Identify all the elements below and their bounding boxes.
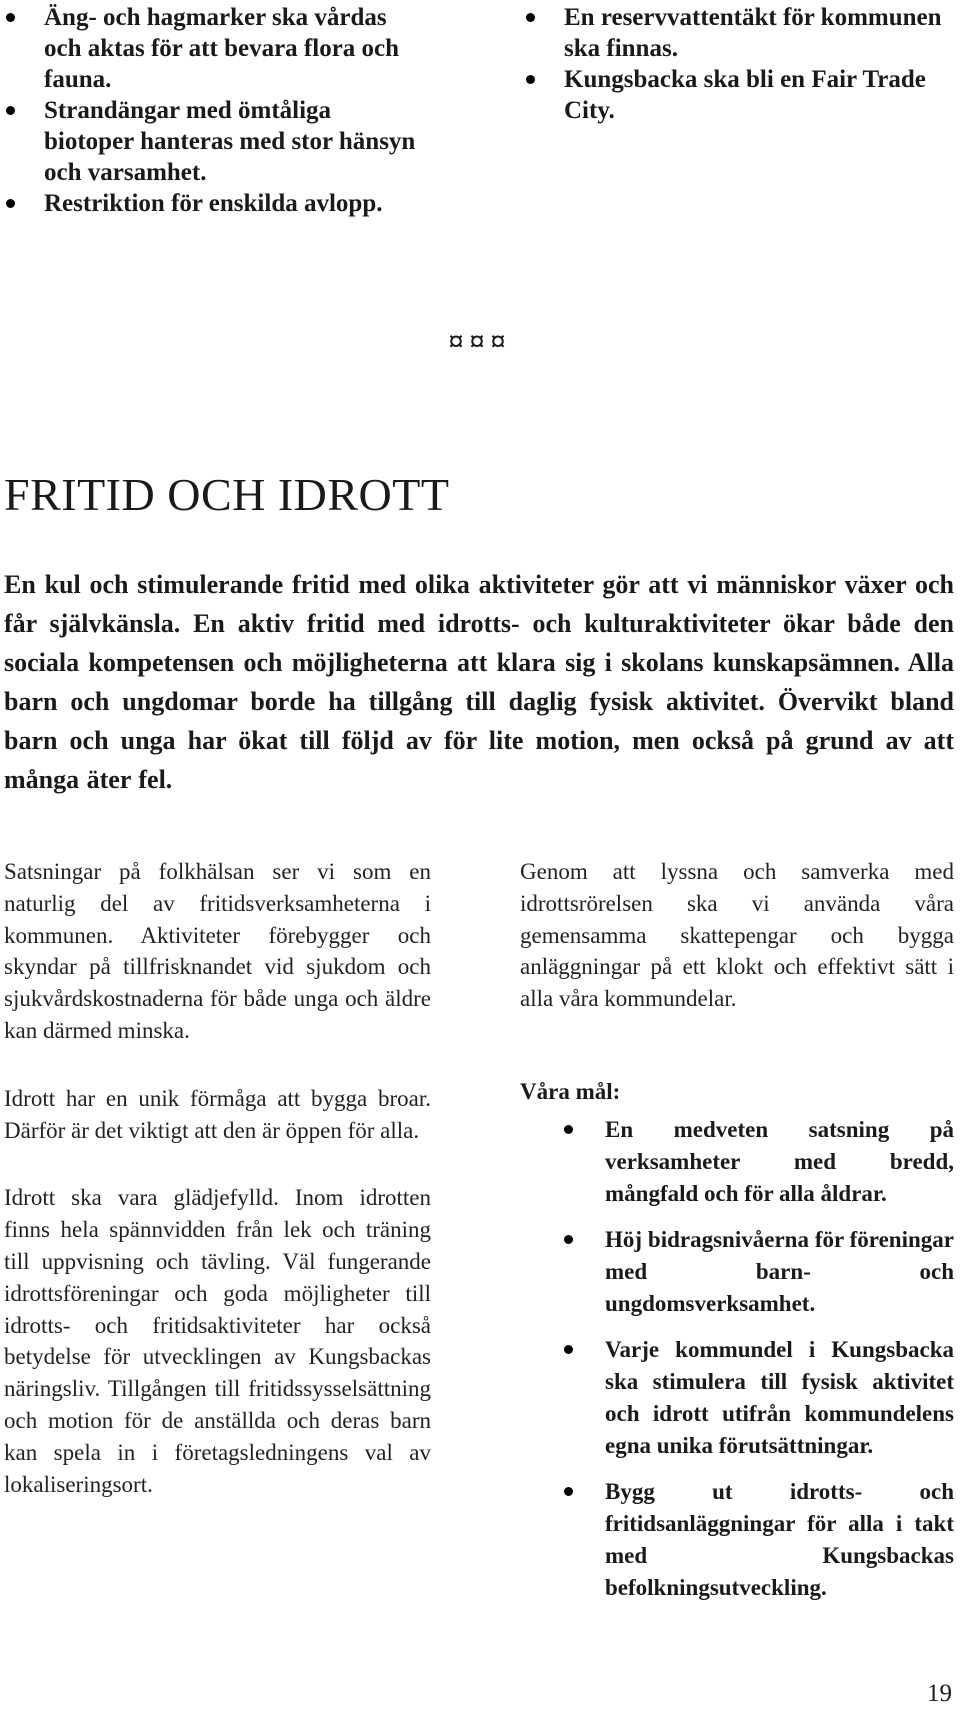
list-item: En medveten satsning på verksamheter med bredd, mångfald och för alla åldrar.	[520, 1114, 954, 1210]
list-item: Restriktion för enskilda avlopp.	[4, 188, 424, 219]
list-item: Bygg ut idrotts- och fritidsanläggningar för alla i takt med Kungsbackas befolkningsutveckling.	[520, 1476, 954, 1604]
right-column	[520, 856, 954, 1015]
page-number: 19	[927, 1680, 952, 1707]
section-heading: FRITID OCH IDROTT	[4, 469, 450, 520]
list-item: Äng- och hagmarker ska vårdas och aktas för att bevara flora och fauna.	[4, 2, 424, 95]
goals-list	[520, 1114, 954, 1618]
body-paragraph: Idrott har en unik förmåga att bygga broar. Därför är det viktigt att den är öppen för alla.	[4, 1085, 431, 1143]
section-separator: ¤¤¤	[448, 325, 512, 358]
body-paragraph: Satsningar på folkhälsan ser vi som en naturlig del av fritidsverksamheterna i kommunen. Aktiviteter förebygger och skyndar på tillfrisknandet vid sjukdom och sjukvårdskostnaderna för både unga och äldre kan därmed minska.	[4, 859, 431, 1043]
list-item: Höj bidragsnivåerna för föreningar med barn- och ungdomsverksamhet.	[520, 1224, 954, 1320]
top-left-bullet-list	[4, 2, 424, 219]
body-paragraph: Genom att lyssna och samverka med idrottsrörelsen ska vi använda våra gemensamma skattepengar och bygga anläggningar på ett klokt och effektivt sätt i alla våra kommundelar.	[520, 859, 954, 1012]
list-item: Varje kommundel i Kungsbacka ska stimulera till fysisk aktivitet och idrott utifrån kommundelens egna unika förutsättningar.	[520, 1334, 954, 1462]
left-column	[4, 856, 431, 1500]
list-item: Kungsbacka ska bli en Fair Trade City.	[524, 64, 960, 126]
intro-paragraph: En kul och stimulerande fritid med olika aktiviteter gör att vi människor växer och får självkänsla. En aktiv fritid med idrotts- och kulturaktiviteter ökar både den sociala kompetensen och möjligheterna att klara sig i skolans kunskapsämnen. Alla barn och ungdomar borde ha tillgång till daglig fysisk aktivitet. Övervikt bland barn och unga har ökat till följd av för lite motion, men också på grund av att många äter fel.	[4, 570, 954, 794]
list-item: Strandängar med ömtåliga biotoper hanteras med stor hänsyn och varsamhet.	[4, 95, 424, 188]
body-paragraph: Idrott ska vara glädjefylld. Inom idrotten finns hela spännvidden från lek och träning till uppvisning och tävling. Väl fungerande idrottsföreningar och goda möjligheter till idrotts- och fritidsaktiviteter har också betydelse för utvecklingen av Kungsbackas näringsliv. Tillgången till fritidssysselsättning och motion för de anställda och deras barn kan spela in i företagsledningens val av lokaliseringsort.	[4, 1185, 431, 1497]
top-right-bullet-list	[524, 2, 960, 126]
goals-heading: Våra mål:	[520, 1079, 621, 1104]
list-item: En reservvattentäkt för kommunen ska finnas.	[524, 2, 960, 64]
